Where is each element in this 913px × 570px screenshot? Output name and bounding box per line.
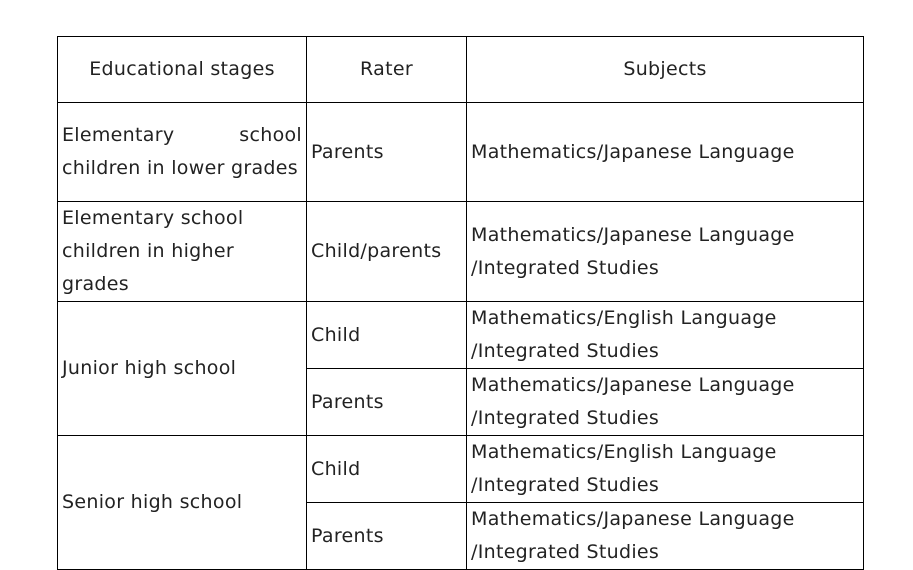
stage-cell: Elementary school children in higher grades	[58, 202, 307, 302]
educational-stages-table	[57, 36, 864, 570]
rater-cell: Parents	[307, 369, 467, 436]
table-row	[58, 103, 864, 202]
rater-cell: Parents	[307, 103, 467, 202]
rater-cell: Parents	[307, 503, 467, 570]
header-subjects: Subjects	[467, 37, 864, 103]
subjects-cell: Mathematics/English Language /Integrated Studies	[467, 436, 864, 503]
subjects-cell: Mathematics/English Language /Integrated Studies	[467, 302, 864, 369]
stage-cell: Junior high school	[58, 302, 307, 436]
header-educational-stages: Educational stages	[58, 37, 307, 103]
rater-cell: Child	[307, 436, 467, 503]
table-row	[58, 202, 864, 302]
table-row	[58, 302, 864, 369]
rater-cell: Child	[307, 302, 467, 369]
stage-cell: Senior high school	[58, 436, 307, 570]
header-rater: Rater	[307, 37, 467, 103]
subjects-cell: Mathematics/Japanese Language /Integrated Studies	[467, 202, 864, 302]
stage-cell: Elementary school children in lower grades	[58, 103, 307, 202]
rater-cell: Child/parents	[307, 202, 467, 302]
table-row	[58, 436, 864, 503]
subjects-cell: Mathematics/Japanese Language /Integrated Studies	[467, 503, 864, 570]
table-header-row	[58, 37, 864, 103]
subjects-cell: Mathematics/Japanese Language	[467, 103, 864, 202]
subjects-cell: Mathematics/Japanese Language /Integrated Studies	[467, 369, 864, 436]
